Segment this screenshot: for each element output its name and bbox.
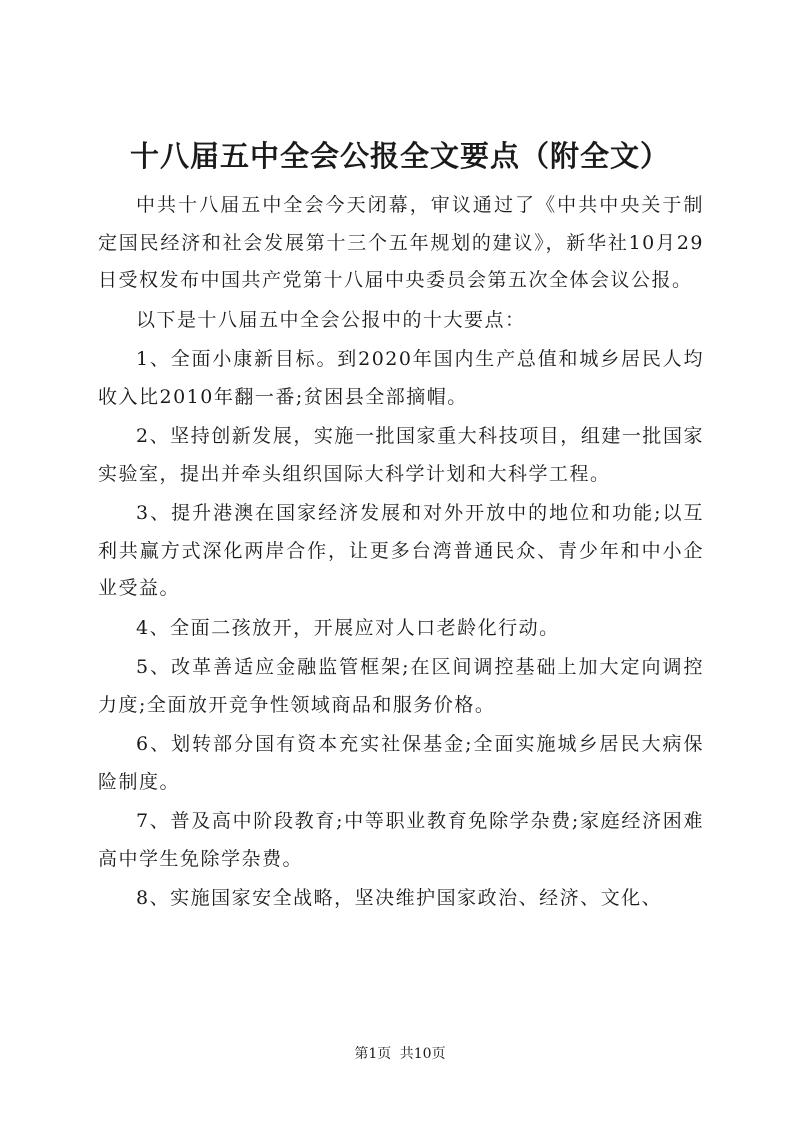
- paragraph-point-1: 1、全面小康新目标。到2020年国内生产总值和城乡居民人均收入比2010年翻一番;贫困县全部摘帽。: [98, 348, 704, 408]
- paragraph-point-8: 8、实施国家安全战略，坚决维护国家政治、经济、文化、: [136, 887, 663, 909]
- paragraph-intro: 中共十八届五中全会今天闭幕，审议通过了《中共中央关于制定国民经济和社会发展第十三个五年规划的建议》，新华社10月29日受权发布中国共产党第十八届中央委员会第五次全体会议公报。: [98, 194, 704, 291]
- paragraph-point-7: 7、普及高中阶段教育;中等职业教育免除学杂费;家庭经济困难高中学生免除学杂费。: [98, 810, 704, 870]
- page-number: 第1页: [354, 1046, 392, 1062]
- paragraph-list-heading: 以下是十八届五中全会公报中的十大要点：: [136, 308, 526, 331]
- page-footer: [0, 1044, 800, 1064]
- paragraph-point-5: 5、改革善适应金融监管框架;在区间调控基础上加大定向调控力度;全面放开竞争性领域商品和服务价格。: [98, 656, 704, 716]
- paragraph-point-6: 6、划转部分国有资本充实社保基金;全面实施城乡居民大病保险制度。: [98, 733, 704, 793]
- paragraph-point-3: 3、提升港澳在国家经济发展和对外开放中的地位和功能;以互利共赢方式深化两岸合作，让更多台湾普通民众、青少年和中小企业受益。: [98, 502, 704, 599]
- document-body: [98, 187, 704, 920]
- paragraph-point-4: 4、全面二孩放开，开展应对人口老龄化行动。: [136, 616, 560, 639]
- page-total: 共10页: [399, 1046, 446, 1062]
- document-title: 十八届五中全会公报全文要点（附全文）: [129, 139, 670, 173]
- paragraph-point-2: 2、坚持创新发展，实施一批国家重大科技项目，组建一批国家实验室，提出并牵头组织国际大科学计划和大科学工程。: [98, 425, 704, 485]
